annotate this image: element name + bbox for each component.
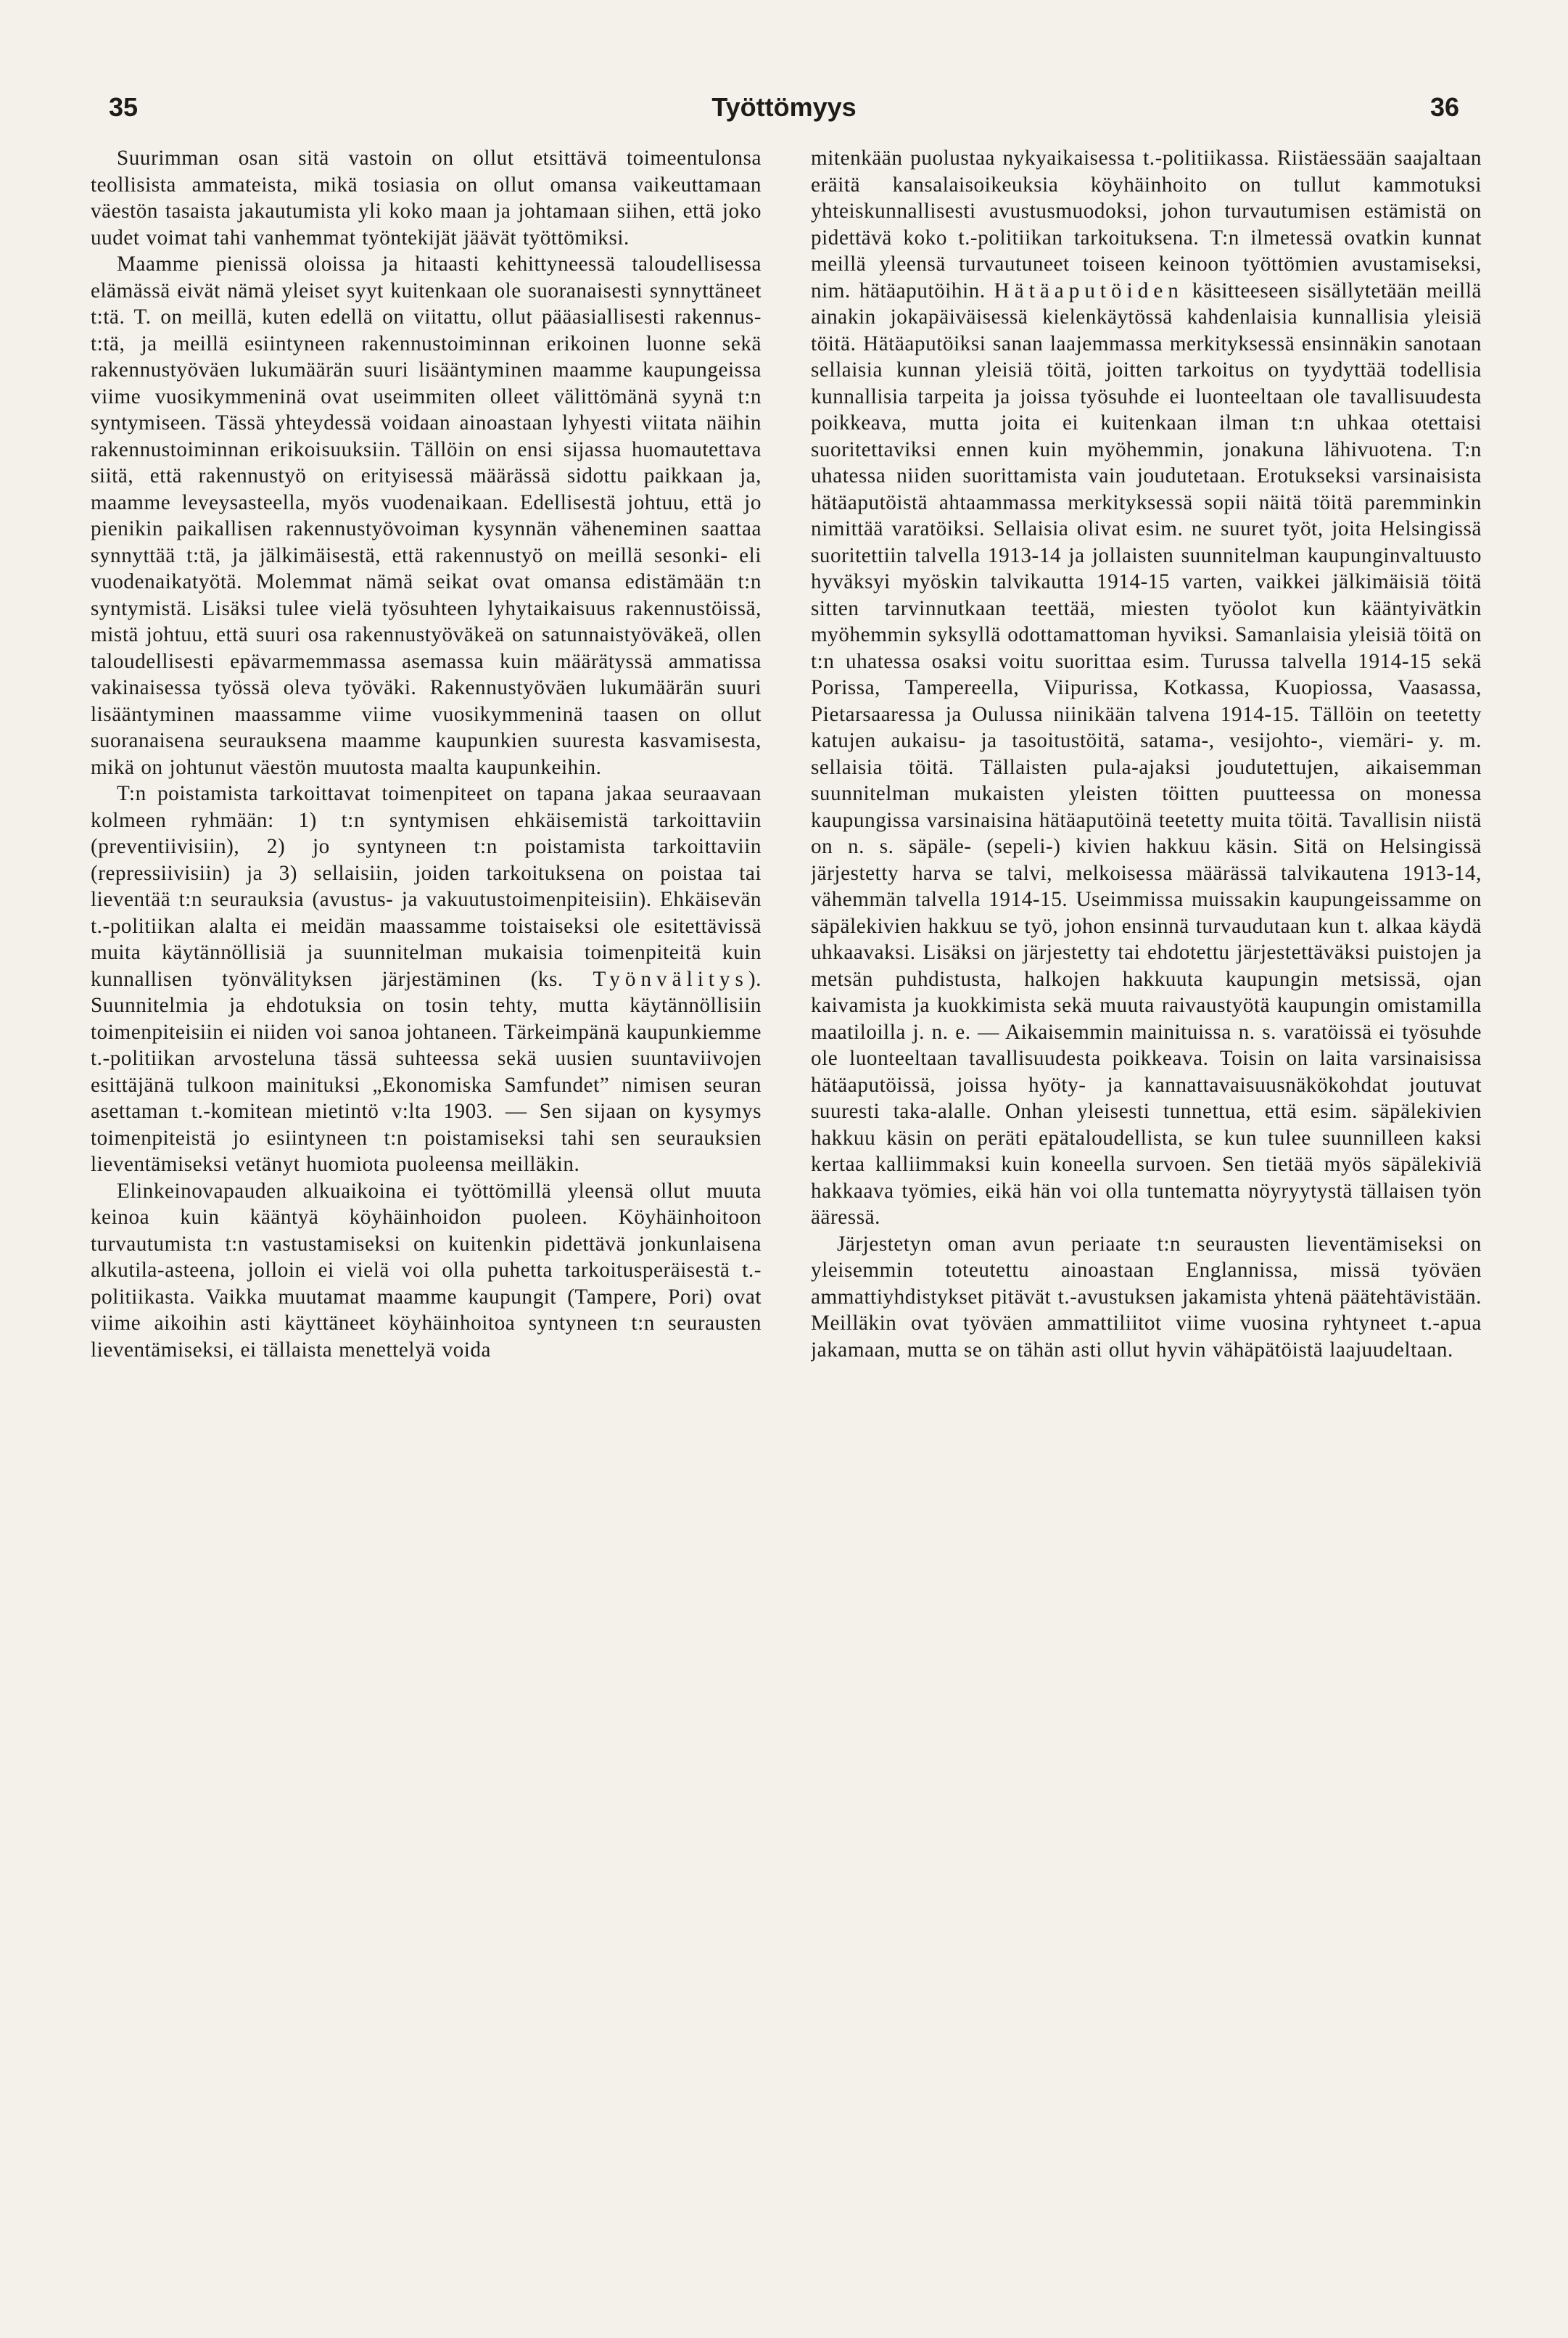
left-column: [91, 145, 762, 2263]
paragraph-text: ). Suunnitelmia ja ehdotuksia on tosin tehty, mutta käytännöllisiin toimenpiteisiin ei niiden voi sanoa johtaneen. Tärkeimpänä kaupunkiemme t.-politiikan arvosteluna tässä suhteessa sekä uusien suuntaviivojen esittäjänä tulkoon mainituksi „Ekonomiska Samfundet” nimisen seuran asettaman t.-komitean mietintö v:lta 1903. — Sen sijaan on kysymys toimenpiteistä jo esiintyneen t:n poistamiseksi tahi sen seurauksien lieventämiseksi vetänyt huomiota puoleensa meilläkin.: [91, 967, 762, 1176]
spaced-term: Työnvälitys: [593, 967, 748, 991]
paragraph: Suurimman osan sitä vastoin on ollut etsittävä toimeentulonsa teollisista ammateista, mikä tosiasia on ollut omansa vaikeuttamaan väestön tasaista jakautumista yli koko maan ja johtamaan siihen, että joko uudet voimat tahi vanhemmat työntekijät jäävät työttömiksi.: [91, 147, 762, 250]
paragraph: Maamme pienissä oloissa ja hitaasti kehittyneessä taloudellisessa elämässä eivät nämä yleiset syyt kuitenkaan ole suoranaisesti synnyttäneet t:tä. T. on meillä, kuten edellä on viitattu, ollut pääasiallisesti rakennus-t:tä, ja meillä esiintyneen rakennustoiminnan erikoinen luonne sekä rakennustyöväen lukumäärän suuri lisääntyminen maamme kaupungeissa viime vuosikymmeninä ovat useimmiten olleet välittömänä syynä t:n syntymiseen. Tässä yhteydessä voidaan ainoastaan lyhyesti viitata näihin rakennustoiminnan erikoisuuksiin. Tällöin on ensi sijassa huomautettava siitä, että rakennustyö on erityisessä määrässä sidottu paikkaan ja, maamme leveysasteella, myös vuodenaikaan. Edellisestä johtuu, että jo pienikin paikallisen rakennustyövoiman kysynnän väheneminen saattaa synnyttää t:tä, ja jälkimäisestä, että rakennustyö on meillä sesonki- eli vuodenaikatyötä. Molemmat nämä seikat ovat omansa edistämään t:n syntymistä. Lisäksi tulee vielä työsuhteen lyhytaikaisuus rakennustöissä, mistä johtuu, että suuri osa rakennustyöväkeä on satunnaistyöväkeä, ollen taloudellisesti epävarmemmassa asemassa kuin määrätyssä ammatissa vakinaisessa työssä oleva työväki. Rakennustyöväen lukumäärän suuri lisääntyminen maassamme viime vuosikymmeninä taasen on ollut suoranaisena seurauksena maamme kaupunkien suuresta kasvamisesta, mikä on johtunut väestön muutosta maalta kaupunkeihin.: [91, 252, 762, 779]
paragraph: Järjestetyn oman avun periaate t:n seurausten lieventämiseksi on yleisemmin toteutettu ainoastaan Englannissa, missä työväen ammattiyhdistykset pitävät t.-avustuksen jakamista yhtenä päätehtävistään. Meilläkin ovat työväen ammattiliitot viime vuosina ryhtyneet t.-apua jakamaan, mutta se on tähän asti ollut hyvin vähäpätöistä laajuudeltaan.: [811, 1232, 1482, 1362]
page-number-left: 35: [109, 92, 139, 122]
page-number-right: 36: [1429, 92, 1459, 122]
spaced-term: Hätäaputöiden: [994, 279, 1184, 302]
paragraph: [811, 145, 1482, 1231]
text-columns: [91, 145, 1498, 2263]
paragraph: Elinkeinovapauden alkuaikoina ei työttömillä yleensä ollut muuta keinoa kuin kääntyä köyhäinhoidon puoleen. Köyhäinhoitoon turvautumista t:n vastustamiseksi on kuitenkin pidettävä jonkunlaisena alkutila-asteena, jolloin ei vielä voi olla puhetta tarkoitusperäisestä t.-politiikasta. Vaikka muutamat maamme kaupungit (Tampere, Pori) ovat viime aikoihin asti käyttäneet köyhäinhoitoa syntyneen t:n seurausten lieventämiseksi, ei tällaista menettelyä voida: [91, 1179, 762, 1362]
paragraph: [91, 781, 762, 1178]
paragraph-text: käsitteeseen sisällytetään meillä ainakin jokapäiväisessä kielenkäytössä kahdenlaisia kunnallisia yleisiä töitä. Hätäaputöiksi sanan laajemmassa merkityksessä ensinnäkin sanotaan sellaisia kunnan yleisiä töitä, joitten tarkoitus on tyydyttää todellisia kunnallisia tarpeita ja joissa työsuhde ei luonteeltaan ole tavallisuudesta poikkeava, mutta joita ei kuitenkaan ilman t:n uhkaa otettaisi suoritettaviksi ennen kuin myöhemmin, jonakuna lähivuotena. T:n uhatessa niiden suorittamista vain joudutetaan. Erotukseksi varsinaisista hätäaputöistä ahtaammassa merkityksessä sopii näitä töitä paremminkin nimittää varatöiksi. Sellaisia olivat esim. ne suuret työt, joita Helsingissä suoritettiin talvella 1913-14 ja jollaisten suunnitelman kaupunginvaltuusto hyväksyi myöskin talvikautta 1914-15 varten, vaikkei jälkimäisiä töitä sitten tarvinnutkaan teettää, miesten työolot kun kääntyivätkin myöhemmin syksyllä odottamattoman hyviksi. Samanlaisia yleisiä töitä on t:n uhatessa osaksi voitu suorittaa esim. Turussa talvella 1914-15 sekä Porissa, Tampereella, Viipurissa, Kotkassa, Kuopiossa, Vaasassa, Pietarsaaressa ja Oulussa niinikään talvena 1914-15. Tällöin on teetetty katujen aukaisu- ja tasoitustöitä, satama-, vesijohto-, viemäri- y. m. sellaisia töitä. Tällaisten pula-ajaksi joudutettujen, aikaisemman suunnitelman mukaisten yleisten töitten puutteessa on monessa kaupungissa varsinaisina hätäaputöinä teetetty muita töitä. Tavallisin niistä on n. s. säpäle- (sepeli-) kivien hakkuu käsin. Sitä on Helsingissä järjestetty harva se talvi, melkoisessa määrässä talvikautena 1913-14, vähemmän talvella 1914-15. Useimmissa muissakin kaupungeissamme on säpälekivien hakkuu se työ, johon ensinnä turvaudutaan kun t. alkaa käydä uhkaavaksi. Lisäksi on järjestetty tai ehdotettu järjestettäväksi puistojen ja metsän puhdistusta, halkojen hakkuuta kaupungin metsissä, ojan kaivamista ja kuokkimista sekä muuta raivaustyötä kaupungin omistamilla maatiloilla j. n. e. — Aikaisemmin mainituissa n. s. varatöissä ei työsuhde ole luonteeltaan tavallisuudesta poikkeava. Toisin on laita varsinaisissa hätäaputöissä, joissa hyöty- ja kannattavaisuusnäkökohdat joutuvat suuresti taka-alalle. Onhan yleisesti tunnettua, että esim. säpälekivien hakkuu käsin on peräti epätaloudellista, se kun tulee suunnilleen kaksi kertaa kalliimmaksi kuin koneella survoen. Sen tietää myös säpälekiviä hakkaava työmies, eikä hän voi olla tuntematta nöyryytystä tällaisen työn ääressä.: [811, 279, 1482, 1229]
right-column: [811, 145, 1482, 2263]
paragraph-text: mitenkään puolustaa nykyaikaisessa t.-politiikassa. Riistäessään saajaltaan eräitä kansalaisoikeuksia köyhäinhoito on tullut kammotuksi yhteiskunnallisesti avustusmuodoksi, johon turvautumisen estämistä on pidettävä koko t.-politiikan tarkoituksena. T:n ilmetessä ovatkin kunnat meillä yleensä turvautuneet toiseen keinoon työttömien avustamiseksi, nim. hätäaputöihin.: [811, 147, 1482, 302]
page-header: [94, 87, 1474, 138]
running-title: Työttömyys: [711, 92, 857, 122]
paragraph-text: T:n poistamista tarkoittavat toimenpiteet on tapana jakaa seuraavaan kolmeen ryhmään: 1) t:n syntymisen ehkäisemistä tarkoittaviin (preventiivisiin), 2) jo syntyneen t:n poistamista tarkoittaviin (repressiivisiin) ja 3) sellaisiin, joiden tarkoituksena on poistaa tai lieventää t:n seurauksia (avustus- ja vakuutustoimenpiteisiin). Ehkäisevän t.-politiikan alalta ei meidän maassamme toistaiseksi ole esitettävissä muita käytännöllisiä ja suunnitelman mukaisia toimenpiteitä kuin kunnallisen työnvälityksen järjestäminen (ks.: [91, 782, 762, 991]
